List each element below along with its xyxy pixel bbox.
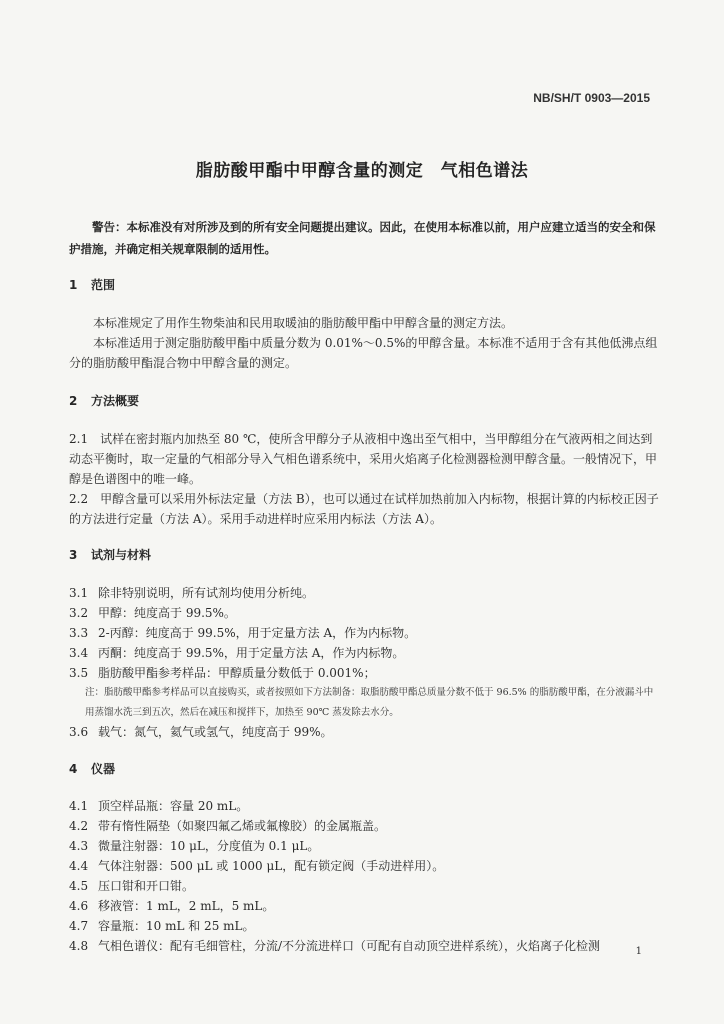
section-title: 仪器 [91, 762, 116, 776]
list-item: 3.3 2-丙醇：纯度高于 99.5%，用于定量方法 A，作为内标物。 [69, 626, 417, 640]
warning-paragraph: 警告：本标准没有对所涉及到的所有安全问题提出建议。因此，在使用本标准以前，用户应建立适当的安全和保护措施，并确定相关规章限制的适用性。 [69, 220, 656, 256]
section-title: 范围 [91, 278, 116, 292]
section-heading-3 [69, 546, 151, 563]
reagent-note: 注：脂肪酸甲酯参考样品可以直接购买，或者按照如下方法制备：取脂肪酸甲酯总质量分数不低于 96.5% 的脂肪酸甲酯，在分液漏斗中用蒸馏水洗三到五次，然后在减压和搅拌下，加热至 90℃ 蒸发除去水分。 [85, 687, 654, 718]
list-item: 4.1 顶空样品瓶：容量 20 mL。 [69, 799, 249, 813]
list-item: 3.1 除非特别说明，所有试剂均使用分析纯。 [69, 586, 315, 600]
list-item: 4.8 气相色谱仪：配有毛细管柱，分流/不分流进样口（可配有自动顶空进样系统），火焰离子化检测 [69, 939, 601, 953]
method-paragraph-2-1: 2.1 试样在密封瓶内加热至 80 ℃，使所含甲醇分子从液相中逸出至气相中，当甲醇组分在气液两相之间达到动态平衡时，取一定量的气相部分导入气相色谱系统中，采用火焰离子化检测器检测甲醇含量。一般情况下，甲醇是色谱图中的唯一峰。 [69, 432, 658, 486]
section-number: 2 [69, 394, 78, 408]
section-number: 1 [69, 278, 78, 292]
list-item: 4.5 压口钳和开口钳。 [69, 879, 195, 893]
list-item: 3.4 丙酮：纯度高于 99.5%，用于定量方法 A，作为内标物。 [69, 646, 405, 660]
scope-paragraph-1: 本标准规定了用作生物柴油和民用取暖油的脂肪酸甲酯中甲醇含量的测定方法。 [93, 316, 514, 330]
section-heading-1 [69, 276, 115, 293]
list-item: 4.6 移液管：1 mL，2 mL，5 mL。 [69, 899, 275, 913]
section-heading-2 [69, 392, 139, 409]
list-item: 3.6 载气：氮气，氦气或氢气，纯度高于 99%。 [69, 725, 333, 739]
method-paragraph-2-2: 2.2 甲醇含量可以采用外标法定量（方法 B），也可以通过在试样加热前加入内标物，根据计算的内标校正因子的方法进行定量（方法 A）。采用手动进样时应采用内标法（方法 A）。 [69, 492, 659, 526]
list-item: 4.3 微量注射器：10 μL，分度值为 0.1 μL。 [69, 839, 320, 853]
section-number: 4 [69, 762, 78, 776]
list-item: 4.2 带有惰性隔垫（如聚四氟乙烯或氟橡胶）的金属瓶盖。 [69, 819, 387, 833]
section-heading-4 [69, 760, 115, 777]
section-number: 3 [69, 548, 78, 562]
scope-paragraph-2: 本标准适用于测定脂肪酸甲酯中质量分数为 0.01%～0.5%的甲醇含量。本标准不适用于含有其他低沸点组分的脂肪酸甲酯混合物中甲醇含量的测定。 [69, 336, 658, 370]
section-title: 方法概要 [91, 394, 140, 408]
section-title: 试剂与材料 [91, 548, 152, 562]
standard-code: NB/SH/T 0903—2015 [533, 91, 650, 105]
list-item: 4.4 气体注射器：500 μL 或 1000 μL，配有锁定阀（手动进样用）。 [69, 859, 445, 873]
document-title: 脂肪酸甲酯中甲醇含量的测定 气相色谱法 [195, 161, 529, 181]
page-number: 1 [635, 946, 642, 957]
list-item: 4.7 容量瓶：10 mL 和 25 mL。 [69, 919, 255, 933]
list-item: 3.2 甲醇：纯度高于 99.5%。 [69, 606, 236, 620]
list-item: 3.5 脂肪酸甲酯参考样品：甲醇质量分数低于 0.001%； [69, 666, 376, 680]
